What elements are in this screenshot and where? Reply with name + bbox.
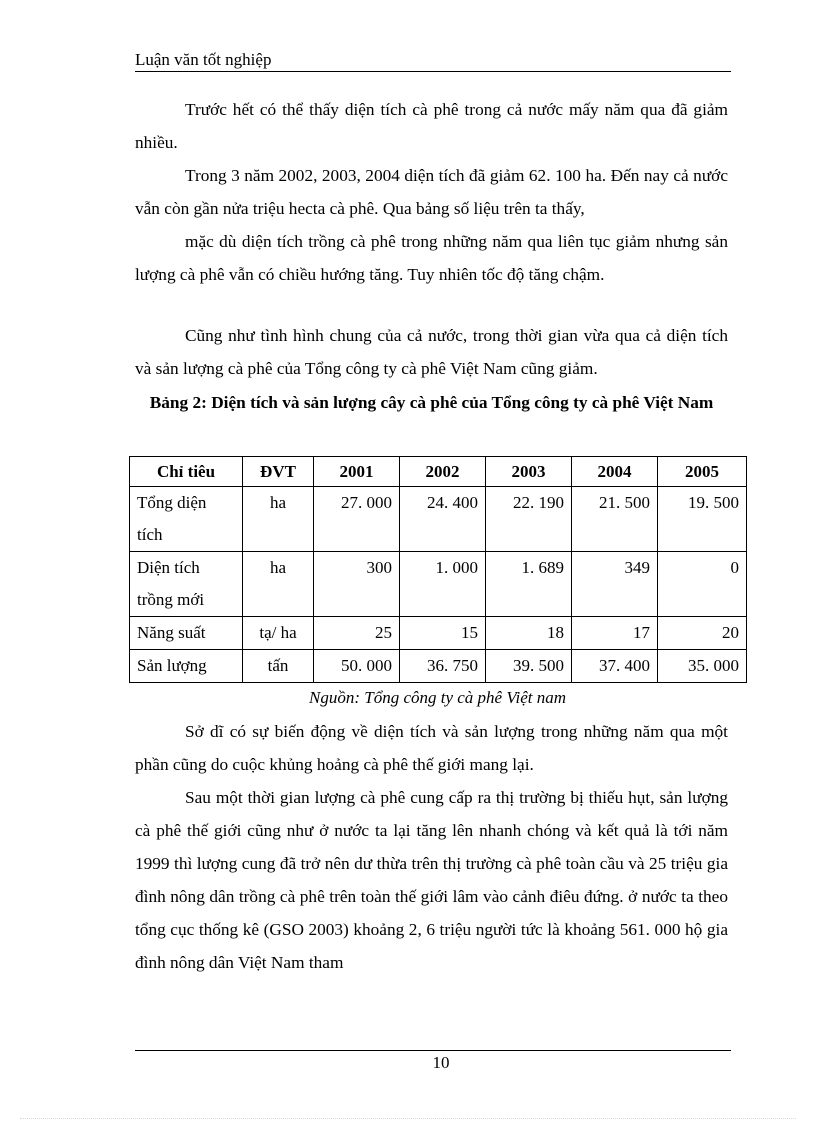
table-caption: Bảng 2: Diện tích và sản lượng cây cà phê của Tổng công ty cà phê Việt Nam xyxy=(149,393,714,412)
column-header: 2004 xyxy=(572,457,658,487)
column-header: Chỉ tiêu xyxy=(130,457,243,487)
data-table xyxy=(129,456,747,683)
unit-cell: ha xyxy=(243,552,314,617)
value-cell: 349 xyxy=(572,552,658,617)
value-cell: 36. 750 xyxy=(400,650,486,683)
value-cell: 19. 500 xyxy=(658,487,747,552)
value-cell: 22. 190 xyxy=(486,487,572,552)
column-header: 2005 xyxy=(658,457,747,487)
value-cell: 1. 000 xyxy=(400,552,486,617)
paragraph-1: Trước hết có thể thấy diện tích cà phê trong cả nước mấy năm qua đã giảm nhiều. xyxy=(135,100,728,152)
column-header: 2003 xyxy=(486,457,572,487)
value-cell: 300 xyxy=(314,552,400,617)
row-label: Diện tích trồng mới xyxy=(130,552,243,617)
value-cell: 35. 000 xyxy=(658,650,747,683)
value-cell: 27. 000 xyxy=(314,487,400,552)
unit-cell: ha xyxy=(243,487,314,552)
column-header: ĐVT xyxy=(243,457,314,487)
page-edge-divider xyxy=(20,1118,796,1119)
value-cell: 1. 689 xyxy=(486,552,572,617)
table-row xyxy=(130,617,747,650)
unit-cell: tạ/ ha xyxy=(243,617,314,650)
paragraph-5: Sở dĩ có sự biến động về diện tích và sản lượng trong những năm qua một phần cũng do cuộc khủng hoảng cà phê thế giới mang lại. xyxy=(135,722,728,774)
paragraph-3: mặc dù diện tích trồng cà phê trong những năm qua liên tục giảm nhưng sản lượng cà phê vẫn có chiều hướng tăng. Tuy nhiên tốc độ tăng chậm. xyxy=(135,232,728,284)
value-cell: 20 xyxy=(658,617,747,650)
header-rule xyxy=(135,71,731,72)
value-cell: 24. 400 xyxy=(400,487,486,552)
table-header-row xyxy=(130,457,747,487)
value-cell: 18 xyxy=(486,617,572,650)
value-cell: 25 xyxy=(314,617,400,650)
table-row xyxy=(130,487,747,552)
value-cell: 39. 500 xyxy=(486,650,572,683)
value-cell: 17 xyxy=(572,617,658,650)
value-cell: 21. 500 xyxy=(572,487,658,552)
column-header: 2002 xyxy=(400,457,486,487)
paragraph-4: Cũng như tình hình chung của cả nước, trong thời gian vừa qua cả diện tích và sản lượng cà phê của Tổng công ty cà phê Việt Nam cũng giảm. xyxy=(135,326,728,378)
table-row xyxy=(130,552,747,617)
paragraph-2: Trong 3 năm 2002, 2003, 2004 diện tích đã giảm 62. 100 ha. Đến nay cả nước vẫn còn gần nửa triệu hecta cà phê. Qua bảng số liệu trên ta thấy, xyxy=(135,166,728,218)
row-label: Sản lượng xyxy=(130,650,243,683)
value-cell: 50. 000 xyxy=(314,650,400,683)
table-row xyxy=(130,650,747,683)
footer-rule xyxy=(135,1050,731,1051)
unit-cell: tấn xyxy=(243,650,314,683)
value-cell: 15 xyxy=(400,617,486,650)
page-number: 10 xyxy=(432,1053,450,1072)
running-header: Luận văn tốt nghiệp xyxy=(135,50,272,69)
value-cell: 0 xyxy=(658,552,747,617)
row-label: Năng suất xyxy=(130,617,243,650)
paragraph-6: Sau một thời gian lượng cà phê cung cấp ra thị trường bị thiếu hụt, sản lượng cà phê thế giới cũng như ở nước ta lại tăng lên nhanh chóng và kết quả là tới năm 1999 thì lượng cung đã trở nên dư thừa trên thị trường cà phê toàn cầu và 25 triệu gia đình nông dân trồng cà phê trên toàn thế giới lâm vào cảnh điêu đứng. ở nước ta theo tổng cục thống kê (GSO 2003) khoảng 2, 6 triệu người tức là khoảng 561. 000 hộ gia đình nông dân Việt Nam tham xyxy=(135,788,728,972)
value-cell: 37. 400 xyxy=(572,650,658,683)
table-source: Nguồn: Tổng công ty cà phê Việt nam xyxy=(308,688,566,707)
row-label: Tổng diện tích xyxy=(130,487,243,552)
column-header: 2001 xyxy=(314,457,400,487)
